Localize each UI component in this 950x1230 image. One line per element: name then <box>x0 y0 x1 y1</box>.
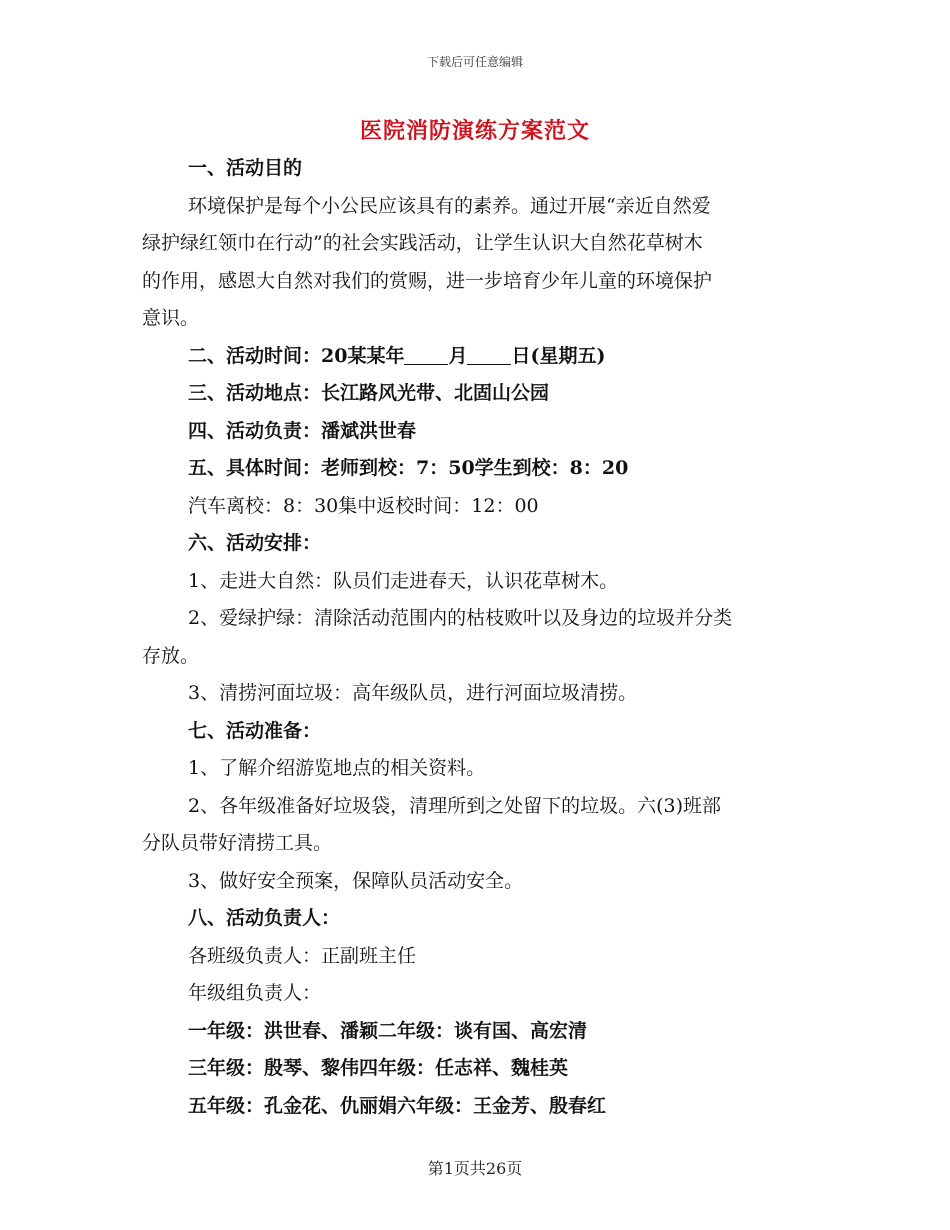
paragraph-line: 的作用，感恩大自然对我们的赏赐，进一步培育少年儿童的环境保护 <box>142 269 713 292</box>
section-activity-location: 三、活动地点：长江路风光带、北固山公园 <box>188 382 550 404</box>
grade-lead-row: 三年级：殷琴、黎伟四年级：任志祥、魏桂英 <box>188 1057 569 1079</box>
grade-lead-line: 年级组负责人： <box>188 982 322 1004</box>
day-label: 日(星期五) <box>511 344 606 367</box>
section-activity-time <box>142 338 810 376</box>
list-item-continuation: 存放。 <box>142 644 200 667</box>
document-title: 医院消防演练方案范文 <box>359 118 590 144</box>
section-heading-purpose: 一、活动目的 <box>188 157 303 179</box>
list-item: 1、了解介绍游览地点的相关资料。 <box>188 757 486 779</box>
list-item: 2、各年级准备好垃圾袋，清理所到之处留下的垃圾。六(3)班部 <box>188 794 722 817</box>
section-activity-lead: 四、活动负责：潘斌洪世春 <box>188 419 417 442</box>
section-heading-arrangement: 六、活动安排： <box>188 532 322 554</box>
list-item: 2、爱绿护绿：清除活动范围内的枯枝败叶以及身边的垃圾并分类 <box>188 607 733 629</box>
page-number: 第1页共26页 <box>427 1159 523 1178</box>
section-heading-preparation: 七、活动准备： <box>188 719 322 742</box>
grade-lead-row: 五年级：孔金花、仇丽娟六年级：王金芳、殷春红 <box>188 1094 607 1117</box>
paragraph-line: 意识。 <box>142 307 200 329</box>
list-item: 3、做好安全预案，保障队员活动安全。 <box>188 869 524 892</box>
month-blank <box>404 344 448 365</box>
header-note: 下载后可任意编辑 <box>426 55 523 69</box>
document-body <box>142 150 810 1125</box>
paragraph-line: 环境保护是每个小公民应该具有的素养。通过开展“亲近自然爱 <box>188 194 711 217</box>
paragraph-line: 绿护绿红领巾在行动”的社会实践活动，让学生认识大自然花草树木 <box>142 232 703 254</box>
class-lead-line: 各班级负责人：正副班主任 <box>188 944 417 967</box>
list-item-continuation: 分队员带好清捞工具。 <box>142 832 333 854</box>
schedule-detail: 汽车离校：8：30集中返校时间：12：00 <box>188 494 539 517</box>
section-schedule: 五、具体时间：老师到校：7：50学生到校：8：20 <box>188 457 629 479</box>
day-blank <box>467 344 511 365</box>
list-item: 3、清捞河面垃圾：高年级队员，进行河面垃圾清捞。 <box>188 682 638 704</box>
grade-lead-row: 一年级：洪世春、潘颖二年级：谈有国、高宏清 <box>188 1019 588 1042</box>
list-item: 1、走进大自然：队员们走进春天，认识花草树木。 <box>188 569 619 592</box>
section-heading-responsible: 八、活动负责人： <box>188 907 341 929</box>
activity-time-prefix: 二、活动时间：20某某年 <box>188 344 405 367</box>
month-label: 月 <box>448 344 468 367</box>
